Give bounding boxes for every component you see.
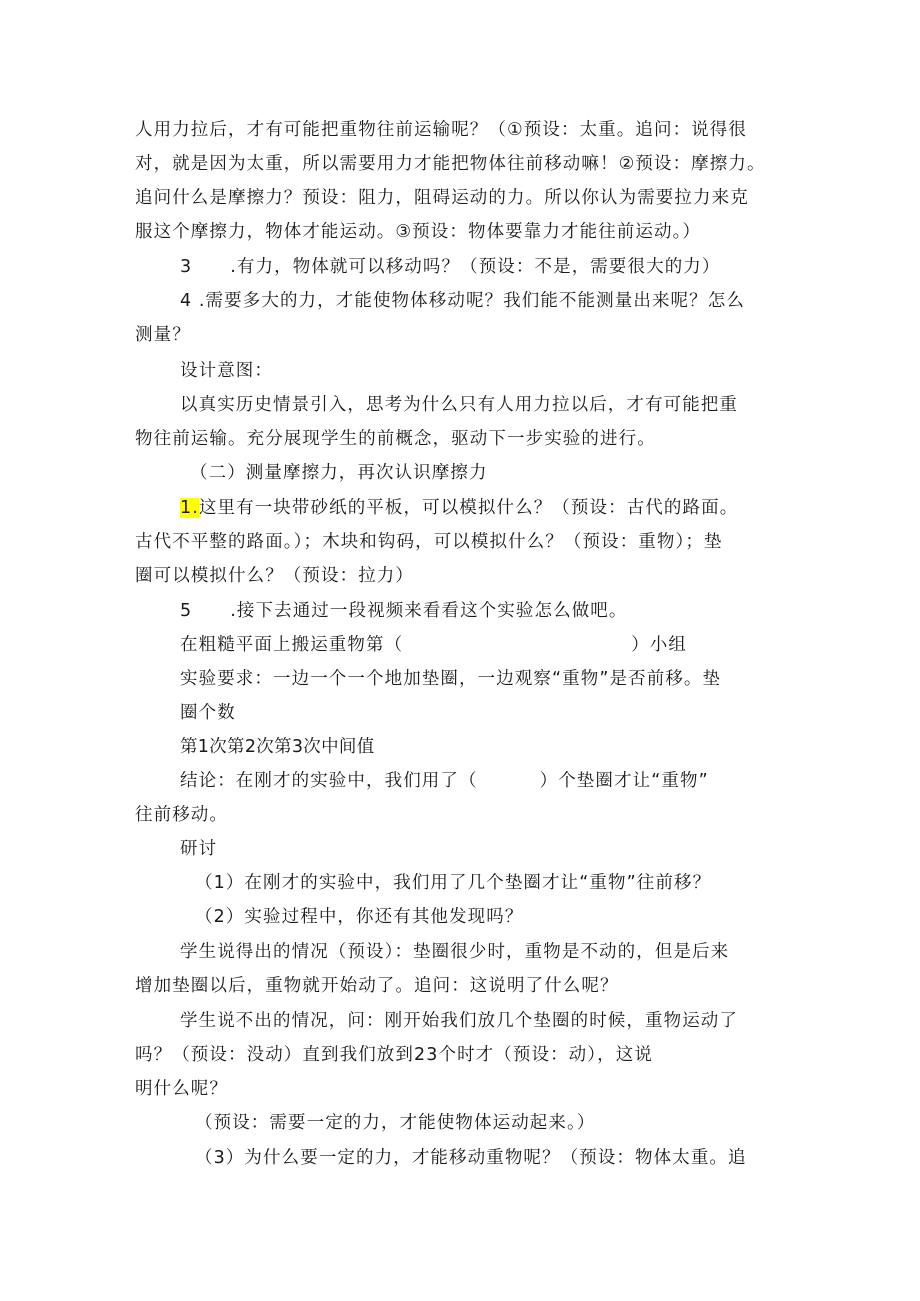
discussion-heading: 研讨 bbox=[180, 839, 218, 859]
design-intent-heading: 设计意图： bbox=[180, 361, 273, 381]
group-label-prefix: 在粗糙平面上搬运重物第（ bbox=[180, 635, 404, 655]
list-item-5 bbox=[180, 599, 628, 623]
paragraph-line: 圈可以模拟什么？（预设：拉力） bbox=[135, 566, 414, 586]
list-item-3 bbox=[180, 255, 721, 279]
paragraph-line: 明什么呢？ bbox=[135, 1079, 228, 1099]
paragraph-line: 测量？ bbox=[135, 325, 191, 345]
paragraph-line: 古代不平整的路面。）；木块和钩码，可以模拟什么？（预设：重物）；垫 bbox=[135, 532, 723, 552]
paragraph-line: 学生说得出的情况（预设）：垫圈很少时，重物是不动的，但是后来 bbox=[180, 942, 730, 962]
paragraph-line: 对，就是因为太重，所以需要用力才能把物体往前移动嘛！②预设：摩擦力。 bbox=[135, 154, 766, 174]
list-item-text: 这里有一块带砂纸的平板，可以模拟什么？（预设：古代的路面。 bbox=[198, 498, 739, 518]
list-item-1 bbox=[180, 496, 738, 520]
paragraph-line: 以真实历史情景引入，思考为什么只有人用力拉以后，才有可能把重 bbox=[180, 395, 738, 415]
paragraph-line: 人用力拉后，才有可能把重物往前运输呢？（①预设：太重。追问：说得很 bbox=[135, 120, 747, 140]
paragraph-line: 服这个摩擦力，物体才能运动。③预设：物体要靠力才能往前运动。） bbox=[135, 222, 702, 242]
conclusion-suffix: ）个垫圈才让“重物” bbox=[539, 771, 709, 791]
paragraph-line: （预设：需要一定的力，才能使物体运动起来。） bbox=[195, 1113, 596, 1133]
conclusion-line bbox=[180, 769, 709, 793]
highlighted-number: 1. bbox=[180, 498, 199, 518]
list-number: 5 bbox=[180, 601, 193, 621]
paragraph-line: 圈个数 bbox=[180, 703, 236, 723]
conclusion-prefix: 结论：在刚才的实验中，我们用了（ bbox=[180, 771, 478, 791]
paragraph-line: 物往前运输。充分展现学生的前概念，驱动下一步实验的进行。 bbox=[135, 429, 656, 449]
paragraph-line: 实验要求：一边一个一个地加垫圈，一边观察“重物”是否前移。垫 bbox=[180, 669, 722, 689]
paragraph-line: 追问什么是摩擦力？预设：阻力，阻碍运动的力。所以你认为需要拉力来克 bbox=[135, 188, 749, 208]
table-header-line: 第1次第2次第3次中间值 bbox=[180, 737, 375, 757]
list-item-4: 4 .需要多大的力，才能使物体移动呢？我们能不能测量出来呢？怎么 bbox=[180, 291, 745, 311]
list-item-text: .接下去通过一段视频来看看这个实验怎么做吧。 bbox=[230, 601, 628, 621]
paragraph-line: 吗？（预设：没动）直到我们放到23个时才（预设：动），这说 bbox=[135, 1045, 653, 1065]
section-heading: （二）测量摩擦力，再次认识摩擦力 bbox=[190, 463, 488, 483]
question-3: （3）为什么要一定的力，才能移动重物呢？（预设：物体太重。追 bbox=[195, 1148, 747, 1168]
paragraph-line: 学生说不出的情况，问：刚开始我们放几个垫圈的时候，重物运动了 bbox=[180, 1011, 738, 1031]
list-item-text: .有力，物体就可以移动吗？（预设：不是，需要很大的力） bbox=[230, 257, 721, 277]
paragraph-line: 增加垫圈以后，重物就开始动了。追问：这说明了什么呢？ bbox=[135, 976, 619, 996]
group-label-suffix: ）小组 bbox=[631, 635, 688, 655]
paragraph-line: 往前移动。 bbox=[135, 805, 228, 825]
question-1: （1）在刚才的实验中，我们用了几个垫圈才让“重物”往前移？ bbox=[195, 873, 712, 893]
list-number: 3 bbox=[180, 257, 193, 277]
question-2: （2）实验过程中，你还有其他发现吗？ bbox=[195, 907, 524, 927]
group-label-line bbox=[180, 633, 687, 657]
